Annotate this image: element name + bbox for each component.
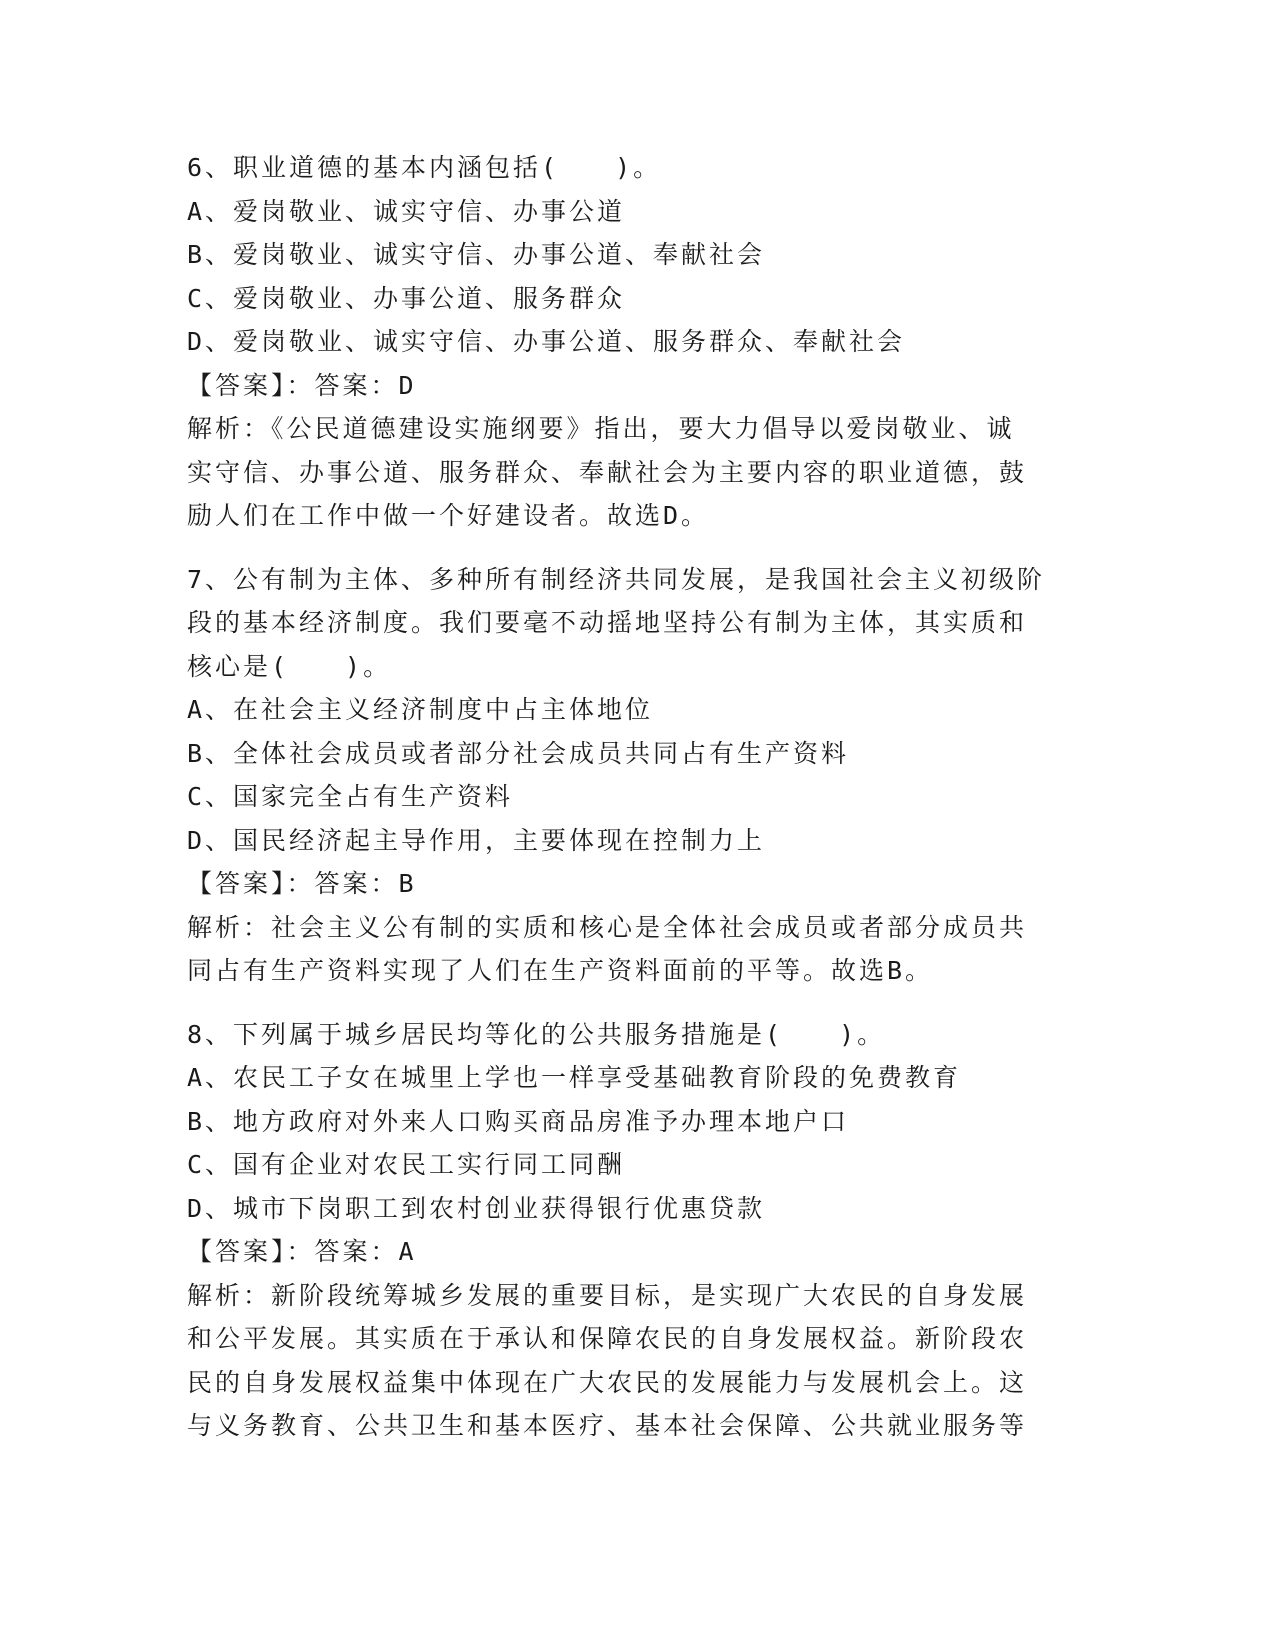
question-block-6 bbox=[187, 146, 1067, 538]
analysis-line: 同占有生产资料实现了人们在生产资料面前的平等。故选B。 bbox=[187, 956, 934, 985]
option-d: D、爱岗敬业、诚实守信、办事公道、服务群众、奉献社会 bbox=[187, 327, 906, 356]
option-b: B、爱岗敬业、诚实守信、办事公道、奉献社会 bbox=[187, 240, 766, 269]
analysis-line: 解析：《公民道德建设实施纲要》指出，要大力倡导以爱岗敬业、诚 bbox=[187, 414, 1015, 443]
question-text: 8、下列属于城乡居民均等化的公共服务措施是( )。 bbox=[187, 1019, 886, 1049]
option-c: C、国家完全占有生产资料 bbox=[187, 782, 514, 811]
question-block-7 bbox=[187, 558, 1067, 993]
option-d: D、国民经济起主导作用，主要体现在控制力上 bbox=[187, 825, 766, 855]
analysis-line: 解析：社会主义公有制的实质和核心是全体社会成员或者部分成员共 bbox=[187, 912, 1028, 942]
answer-line: 【答案】：答案：A bbox=[187, 1237, 417, 1266]
question-text: 核心是( )。 bbox=[187, 651, 392, 681]
option-a: A、农民工子女在城里上学也一样享受基础教育阶段的免费教育 bbox=[187, 1063, 962, 1092]
analysis-line: 和公平发展。其实质在于承认和保障农民的自身发展权益。新阶段农 bbox=[187, 1324, 1028, 1353]
question-text: 6、职业道德的基本内涵包括( )。 bbox=[187, 153, 662, 182]
question-text: 7、公有制为主体、多种所有制经济共同发展，是我国社会主义初级阶 bbox=[187, 564, 1046, 594]
question-spacer bbox=[187, 538, 1067, 558]
analysis-line: 实守信、办事公道、服务群众、奉献社会为主要内容的职业道德，鼓 bbox=[187, 457, 1028, 487]
question-text: 段的基本经济制度。我们要毫不动摇地坚持公有制为主体，其实质和 bbox=[187, 608, 1028, 637]
option-b: B、地方政府对外来人口购买商品房准予办理本地户口 bbox=[187, 1106, 850, 1136]
analysis-line: 与义务教育、公共卫生和基本医疗、基本社会保障、公共就业服务等 bbox=[187, 1411, 1028, 1440]
analysis-line: 解析：新阶段统筹城乡发展的重要目标，是实现广大农民的自身发展 bbox=[187, 1280, 1028, 1310]
option-c: C、国有企业对农民工实行同工同酬 bbox=[187, 1150, 626, 1179]
option-a: A、爱岗敬业、诚实守信、办事公道 bbox=[187, 196, 626, 226]
option-d: D、城市下岗职工到农村创业获得银行优惠贷款 bbox=[187, 1193, 766, 1223]
option-a: A、在社会主义经济制度中占主体地位 bbox=[187, 695, 654, 724]
question-spacer bbox=[187, 993, 1067, 1013]
option-b: B、全体社会成员或者部分社会成员共同占有生产资料 bbox=[187, 738, 850, 768]
answer-line: 【答案】：答案：B bbox=[187, 869, 417, 898]
option-c: C、爱岗敬业、办事公道、服务群众 bbox=[187, 283, 626, 313]
analysis-line: 励人们在工作中做一个好建设者。故选D。 bbox=[187, 501, 710, 530]
document-page bbox=[187, 146, 1067, 1448]
answer-line: 【答案】：答案：D bbox=[187, 370, 417, 400]
question-block-8 bbox=[187, 1013, 1067, 1448]
analysis-line: 民的自身发展权益集中体现在广大农民的发展能力与发展机会上。这 bbox=[187, 1367, 1028, 1397]
